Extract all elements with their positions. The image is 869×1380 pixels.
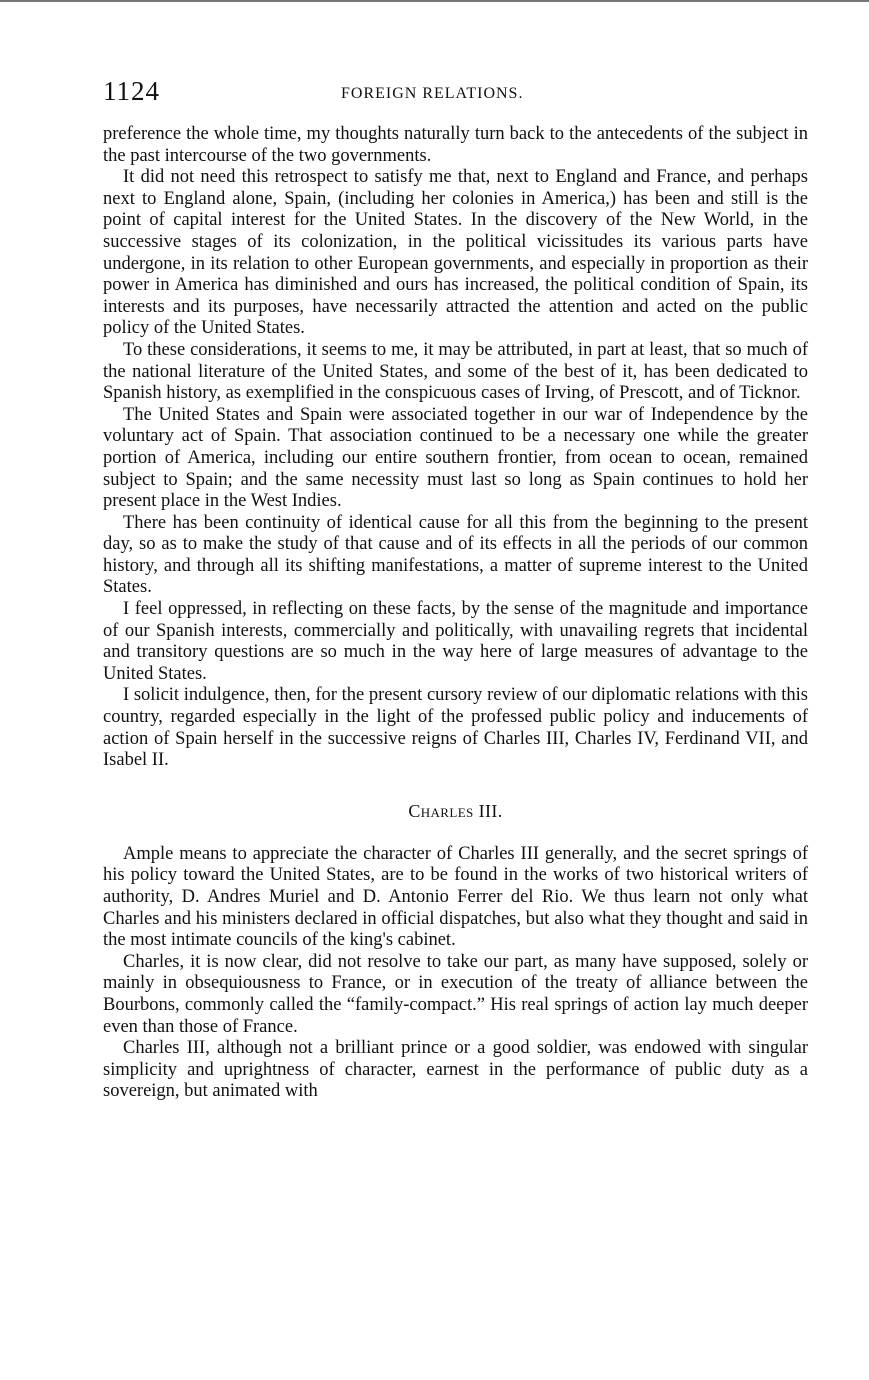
section-heading: Charles III. bbox=[408, 800, 503, 821]
page-number: 1124 bbox=[103, 76, 160, 106]
paragraph: The United States and Spain were associated together in our war of Independence by the voluntary act of Spain. That association continued to be a necessary one while the greater portion of America, including our entire southern frontier, from ocean to ocean, remained subject to Spain; and the same necessity must last so long as Spain continues to hold her present place in the West Indies. bbox=[103, 404, 808, 512]
body-text bbox=[103, 124, 808, 1103]
running-header bbox=[103, 76, 808, 110]
paragraph: Charles III, although not a brilliant prince or a good soldier, was endowed with singular simplicity and uprightness of character, earnest in the performance of public duty as a sovereign, but animated with bbox=[103, 1038, 808, 1102]
paragraph: Ample means to appreciate the character of Charles III generally, and the secret springs of his policy toward the United States, are to be found in the works of two historical writers of authority, D. Andres Muriel and D. Antonio Ferrer del Rio. We thus learn not only what Charles and his ministers declared in official dispatches, but also what they thought and said in the most intimate councils of the king's cabinet. bbox=[103, 843, 808, 951]
paragraph: It did not need this retrospect to satisfy me that, next to England and France, and perhaps next to England alone, Spain, (including her colonies in America,) has been and still is the point of capital interest for the United States. In the discovery of the New World, in the successive stages of its colonization, in the political vicissitudes its various parts have undergone, in its relation to other European governments, and especially in proportion as their power in America has diminished and ours has increased, the political condition of Spain, its interests and its purposes, have necessarily attracted the attention and acted on the public policy of the United States. bbox=[103, 167, 808, 339]
top-border-rule bbox=[0, 0, 869, 2]
running-title: FOREIGN RELATIONS. bbox=[341, 85, 524, 102]
paragraph: There has been continuity of identical cause for all this from the beginning to the present day, so as to make the study of that cause and of its effects in all the periods of our common history, and through all its shifting manifestations, a matter of supreme interest to the United States. bbox=[103, 512, 808, 598]
document-page bbox=[103, 76, 808, 1103]
paragraph: Charles, it is now clear, did not resolve to take our part, as many have supposed, solely or mainly in obsequiousness to France, or in execution of the treaty of alliance between the Bourbons, commonly called the “family-compact.” His real springs of action lay much deeper even than those of France. bbox=[103, 951, 808, 1037]
paragraph: preference the whole time, my thoughts naturally turn back to the antecedents of the subject in the past intercourse of the two governments. bbox=[103, 124, 808, 166]
paragraph: I feel oppressed, in reflecting on these facts, by the sense of the magnitude and importance of our Spanish interests, commercially and politically, with unavailing regrets that incidental and transitory questions are so much in the way here of large measures of advantage to the United States. bbox=[103, 599, 808, 684]
paragraph: I solicit indulgence, then, for the present cursory review of our diplomatic relations with this country, regarded especially in the light of the professed public policy and inducements of action of Spain herself in the successive reigns of Charles III, Charles IV, Ferdinand VII, and Isabel II. bbox=[103, 685, 808, 771]
paragraph: To these considerations, it seems to me, it may be attributed, in part at least, that so much of the national literature of the United States, and some of the best of it, has been dedicated to Spanish history, as exemplified in the conspicuous cases of Irving, of Prescott, and of Ticknor. bbox=[103, 339, 808, 404]
